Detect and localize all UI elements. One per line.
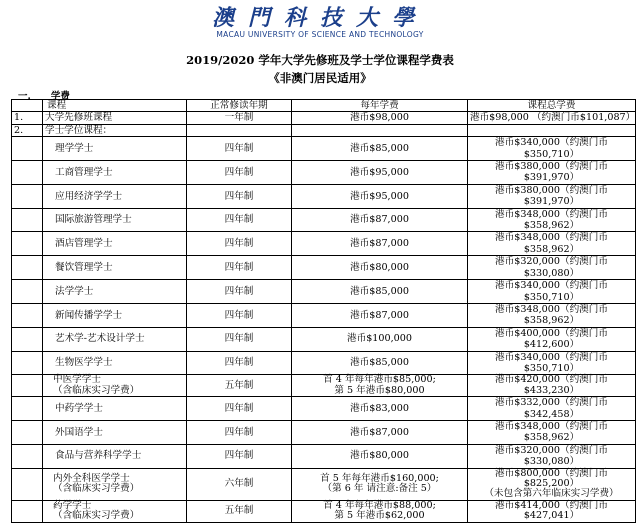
total-fee-text: 港币$400,000（约澳门币$412,600） xyxy=(495,327,608,351)
document-title: 2019/2020 学年大学先修班及学士学位课程学费表 xyxy=(186,53,454,67)
row-number xyxy=(12,184,43,208)
row-number xyxy=(12,397,43,421)
annual-fee-text: 港币$87,000 xyxy=(350,309,409,321)
study-duration xyxy=(187,303,292,327)
study-duration-text: 四年制 xyxy=(224,357,254,369)
logo-english-name: MACAU UNIVERSITY OF SCIENCE AND TECHNOLOGY xyxy=(216,30,424,39)
course-name-text: 外国语学士 xyxy=(55,426,103,438)
header-no xyxy=(12,100,43,112)
course-name-text: 内外全科医学学士 xyxy=(53,472,130,484)
annual-fee-text: 港币$85,000 xyxy=(350,285,409,297)
section-label: 学费 xyxy=(50,91,70,102)
course-name-text: 理学学士 xyxy=(55,142,94,154)
study-duration xyxy=(187,375,292,397)
annual-fee xyxy=(292,184,468,208)
course-name-text: 中药学学士 xyxy=(55,402,103,414)
annual-fee-text: 首 5 年每年港币$160,000; xyxy=(320,472,439,484)
annual-fee-text-line2: 第 5 年港币$80,000 xyxy=(334,384,425,396)
course-name xyxy=(43,468,187,500)
annual-fee xyxy=(292,137,468,161)
total-fee-text: 港币$420,000（约澳门币$433,230） xyxy=(495,374,608,396)
study-duration-text: 四年制 xyxy=(224,309,254,321)
study-duration xyxy=(187,397,292,421)
course-name xyxy=(43,327,187,351)
table-row xyxy=(12,124,636,136)
course-name-text: 艺术学-艺术设计学士 xyxy=(55,333,145,345)
course-name xyxy=(43,444,187,468)
total-fee xyxy=(468,280,636,304)
annual-fee xyxy=(292,327,468,351)
row-number xyxy=(12,351,43,375)
annual-fee-text: 港币$80,000 xyxy=(350,261,409,273)
row-number xyxy=(12,468,43,500)
total-fee xyxy=(468,232,636,256)
course-name xyxy=(43,280,187,304)
study-duration xyxy=(187,468,292,500)
row-number xyxy=(12,327,43,351)
annual-fee-text: 港币$95,000 xyxy=(350,166,409,178)
course-name xyxy=(43,303,187,327)
total-fee xyxy=(468,112,636,124)
study-duration xyxy=(187,208,292,232)
study-duration xyxy=(187,256,292,280)
total-fee-text: 港币$348,000（约澳门币$358,962） xyxy=(495,303,608,327)
total-fee xyxy=(468,184,636,208)
total-fee xyxy=(468,444,636,468)
annual-fee-text: 港币$85,000 xyxy=(350,142,409,154)
total-fee-text: 港币$340,000（约澳门币$350,710） xyxy=(495,351,608,374)
study-duration xyxy=(187,137,292,161)
study-duration-text: 五年制 xyxy=(224,379,254,391)
university-logo xyxy=(0,6,640,39)
study-duration-text: 四年制 xyxy=(224,214,254,226)
total-fee xyxy=(468,351,636,375)
total-fee-text: 港币$332,000（约澳门币$342,458） xyxy=(495,397,608,420)
study-duration xyxy=(187,232,292,256)
table-row xyxy=(12,303,636,327)
annual-fee xyxy=(292,500,468,522)
study-duration-text: 一年制 xyxy=(224,112,254,124)
course-name xyxy=(43,161,187,185)
table-row xyxy=(12,397,636,421)
study-duration-text: 四年制 xyxy=(224,166,254,178)
study-duration xyxy=(187,161,292,185)
study-duration xyxy=(187,112,292,124)
course-name-text: 药学学士 xyxy=(53,499,92,511)
total-fee-text: 港币$348,000（约澳门币$358,962） xyxy=(495,232,608,255)
annual-fee xyxy=(292,303,468,327)
annual-fee-text: 首 4 年每年港币$85,000; xyxy=(323,374,436,386)
total-fee-text: 港币$380,000（约澳门币$391,970） xyxy=(495,184,608,208)
annual-fee xyxy=(292,468,468,500)
course-name-text: 法学学士 xyxy=(55,285,94,297)
annual-fee-text: 港币$100,000 xyxy=(347,333,412,345)
annual-fee xyxy=(292,112,468,124)
row-number xyxy=(12,232,43,256)
study-duration-text: 六年制 xyxy=(224,478,254,489)
total-fee-text: 港币$320,000（约澳门币$330,080） xyxy=(495,256,608,279)
table-row xyxy=(12,375,636,397)
table-row xyxy=(12,232,636,256)
course-name-text: 大学先修班课程 xyxy=(45,112,113,124)
annual-fee xyxy=(292,124,468,136)
course-name-text-line2: （含临床实习学费） xyxy=(53,483,140,495)
table-row xyxy=(12,444,636,468)
course-name-text: 食品与营养科学学士 xyxy=(55,450,142,462)
total-fee-text: 港币$414,000（约澳门币$427,041） xyxy=(495,499,608,522)
total-fee-text: 港币$348,000（约澳门币$358,962） xyxy=(495,208,608,232)
table-row xyxy=(12,137,636,161)
course-name xyxy=(43,397,187,421)
total-fee-text: 港币$380,000（约澳门币$391,970） xyxy=(495,161,608,184)
total-fee-text: 港币$800,000（约澳门币$825,200） xyxy=(495,467,608,489)
annual-fee xyxy=(292,161,468,185)
annual-fee-text: 首 4 年每年港币$88,000; xyxy=(323,499,436,511)
annual-fee-text-line2: （第 6 年 请注意:备注 5） xyxy=(322,483,437,495)
row-number-text: 2. xyxy=(14,124,24,136)
course-name-text: 餐饮管理学士 xyxy=(55,261,113,273)
annual-fee xyxy=(292,351,468,375)
study-duration-text: 四年制 xyxy=(224,450,254,462)
table-row xyxy=(12,208,636,232)
row-number-text: 1. xyxy=(14,112,24,124)
annual-fee-text: 港币$83,000 xyxy=(350,402,409,414)
table-row xyxy=(12,184,636,208)
total-fee xyxy=(468,500,636,522)
course-name xyxy=(43,184,187,208)
header-total-fee: 课程总学费 xyxy=(468,100,636,112)
total-fee xyxy=(468,468,636,500)
table-row xyxy=(12,500,636,522)
course-name-text: 工商管理学士 xyxy=(55,166,113,178)
course-name xyxy=(43,420,187,444)
logo-chinese-name: 澳門科技大學 xyxy=(211,5,428,31)
study-duration xyxy=(187,351,292,375)
course-name xyxy=(43,500,187,522)
row-number xyxy=(12,500,43,522)
course-name xyxy=(43,137,187,161)
row-number xyxy=(12,161,43,185)
annual-fee xyxy=(292,444,468,468)
total-fee xyxy=(468,327,636,351)
course-name xyxy=(43,256,187,280)
header-years: 正常修读年期 xyxy=(187,100,292,112)
annual-fee-text: 港币$85,000 xyxy=(350,357,409,369)
course-name xyxy=(43,351,187,375)
row-number xyxy=(12,420,43,444)
course-name-text-line2: （含临床实习学费） xyxy=(53,510,140,522)
total-fee xyxy=(468,124,636,136)
annual-fee xyxy=(292,256,468,280)
annual-fee-text: 港币$80,000 xyxy=(350,450,409,462)
course-name xyxy=(43,232,187,256)
total-fee-text: 港币$340,000（约澳门币$350,710） xyxy=(495,280,608,303)
annual-fee xyxy=(292,232,468,256)
section-number: 一. xyxy=(18,91,31,102)
study-duration xyxy=(187,184,292,208)
row-number xyxy=(12,280,43,304)
total-fee xyxy=(468,420,636,444)
total-fee-text-line2: （未包含第六年临床实习学费） xyxy=(484,488,619,500)
total-fee xyxy=(468,375,636,397)
study-duration-text: 四年制 xyxy=(224,238,254,250)
document-subtitle: 《非澳门居民适用》 xyxy=(268,71,372,85)
annual-fee xyxy=(292,208,468,232)
table-row xyxy=(12,161,636,185)
annual-fee-text: 港币$87,000 xyxy=(350,214,409,226)
row-number xyxy=(12,256,43,280)
table-row xyxy=(12,420,636,444)
annual-fee-text: 港币$95,000 xyxy=(350,190,409,202)
table-row xyxy=(12,468,636,500)
annual-fee xyxy=(292,397,468,421)
total-fee xyxy=(468,397,636,421)
row-number xyxy=(12,375,43,397)
table-row xyxy=(12,280,636,304)
course-name-text: 国际旅游管理学士 xyxy=(55,214,132,226)
study-duration-text: 四年制 xyxy=(224,333,254,345)
study-duration-text: 四年制 xyxy=(224,426,254,438)
course-name-text: 生物医学学士 xyxy=(55,357,113,369)
tuition-fee-table xyxy=(11,99,636,523)
total-fee-text: 港币$320,000（约澳门币$330,080） xyxy=(495,444,608,468)
annual-fee-text: 港币$87,000 xyxy=(350,238,409,250)
study-duration xyxy=(187,444,292,468)
course-name-text-line2: （含临床实习学费） xyxy=(53,384,140,396)
course-name-text: 酒店管理学士 xyxy=(55,238,113,250)
total-fee-text: 港币$98,000 （约澳门币$101,087） xyxy=(470,112,636,124)
row-number xyxy=(12,137,43,161)
annual-fee xyxy=(292,280,468,304)
course-name xyxy=(43,208,187,232)
row-number xyxy=(12,303,43,327)
course-name-text: 新闻传播学学士 xyxy=(55,309,123,321)
table-body xyxy=(12,112,636,522)
total-fee-text: 港币$348,000（约澳门币$358,962） xyxy=(495,420,608,444)
table-row xyxy=(12,351,636,375)
course-name-text: 中医学学士 xyxy=(53,374,101,386)
study-duration-text: 四年制 xyxy=(224,190,254,202)
row-number xyxy=(12,112,43,124)
course-name xyxy=(43,375,187,397)
header-annual-fee: 每年学费 xyxy=(292,100,468,112)
annual-fee-text: 港币$87,000 xyxy=(350,426,409,438)
total-fee xyxy=(468,208,636,232)
row-number xyxy=(12,444,43,468)
annual-fee-text-line2: 第 5 年港币$62,000 xyxy=(334,510,425,522)
total-fee xyxy=(468,256,636,280)
table-row xyxy=(12,327,636,351)
annual-fee xyxy=(292,375,468,397)
study-duration-text: 四年制 xyxy=(224,142,254,154)
study-duration xyxy=(187,420,292,444)
study-duration xyxy=(187,280,292,304)
annual-fee xyxy=(292,420,468,444)
row-number xyxy=(12,124,43,136)
study-duration-text: 四年制 xyxy=(224,261,254,273)
study-duration-text: 四年制 xyxy=(224,402,254,414)
table-header-row xyxy=(12,100,636,112)
course-name-text: 学士学位课程： xyxy=(45,124,113,136)
study-duration xyxy=(187,124,292,136)
header-course: 课程 xyxy=(43,100,187,112)
table-row xyxy=(12,112,636,124)
course-name xyxy=(43,112,187,124)
row-number xyxy=(12,208,43,232)
total-fee xyxy=(468,161,636,185)
study-duration-text: 五年制 xyxy=(224,505,254,517)
study-duration-text: 四年制 xyxy=(224,285,254,297)
total-fee xyxy=(468,137,636,161)
study-duration xyxy=(187,327,292,351)
course-name xyxy=(43,124,187,136)
total-fee xyxy=(468,303,636,327)
course-name-text: 应用经济学学士 xyxy=(55,190,123,202)
study-duration xyxy=(187,500,292,522)
table-row xyxy=(12,256,636,280)
annual-fee-text: 港币$98,000 xyxy=(350,112,409,124)
total-fee-text: 港币$340,000（约澳门币$350,710） xyxy=(495,137,608,160)
